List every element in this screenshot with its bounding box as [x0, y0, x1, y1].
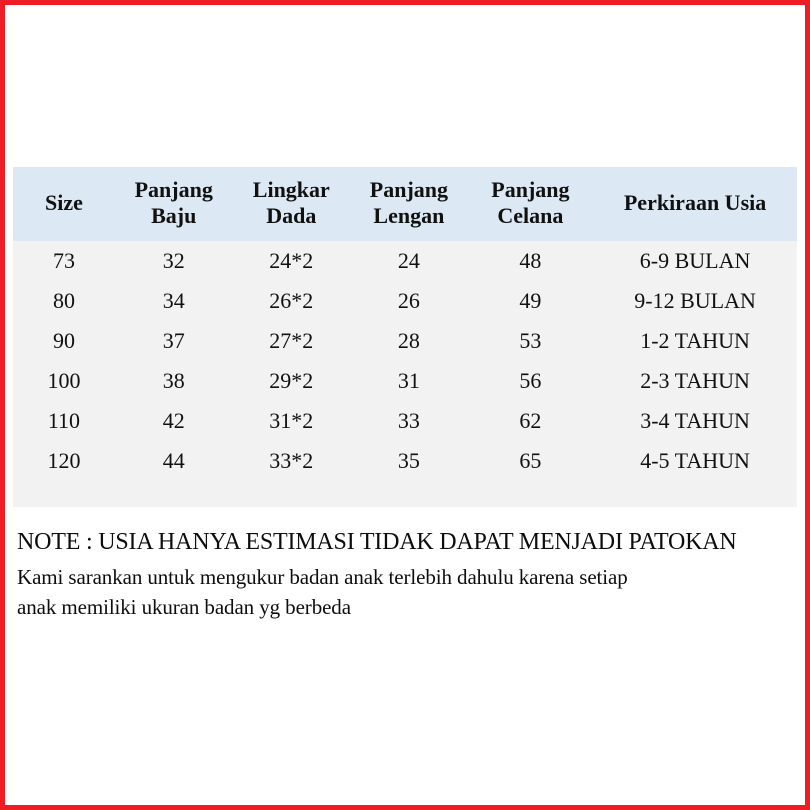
- cell-lingkar-dada: 24*2: [269, 247, 314, 273]
- note-body-line2: anak memiliki ukuran badan yg berbeda: [17, 595, 351, 620]
- cell-lingkar-dada: 27*2: [269, 327, 314, 353]
- column-header-perkiraan-usia-line1: Perkiraan Usia: [623, 189, 767, 215]
- cell-size: 120: [47, 447, 81, 473]
- cell-size: 80: [52, 287, 75, 313]
- cell-panjang-baju: 32: [162, 247, 185, 273]
- table-row: [13, 361, 797, 401]
- cell-panjang-celana: 53: [519, 327, 542, 353]
- column-header-panjang-lengan-line1: Panjang: [369, 177, 449, 202]
- cell-panjang-baju: 42: [162, 407, 185, 433]
- cell-perkiraan-usia: 6-9 BULAN: [639, 247, 751, 273]
- notes-section: [13, 519, 797, 623]
- cell-size: 100: [47, 367, 81, 393]
- table-header: [13, 167, 797, 241]
- cell-perkiraan-usia: 2-3 TAHUN: [640, 367, 750, 393]
- cell-panjang-celana: 49: [519, 287, 542, 313]
- cell-panjang-baju: 37: [162, 327, 185, 353]
- table-row: [13, 281, 797, 321]
- cell-panjang-celana: 48: [519, 247, 542, 273]
- cell-panjang-baju: 44: [162, 447, 185, 473]
- cell-size: 73: [52, 247, 75, 273]
- cell-panjang-lengan: 24: [397, 247, 420, 273]
- column-header-size: [13, 167, 115, 241]
- cell-panjang-baju: 34: [162, 287, 185, 313]
- column-header-panjang-baju-line2: Baju: [151, 202, 197, 228]
- column-header-lingkar-dada: [233, 167, 351, 241]
- column-header-panjang-lengan-line2: Lengan: [373, 202, 445, 228]
- column-header-panjang-celana: [468, 167, 593, 241]
- cell-panjang-baju: 38: [162, 367, 185, 393]
- cell-panjang-celana: 65: [519, 447, 542, 473]
- table-row: [13, 401, 797, 441]
- cell-lingkar-dada: 26*2: [269, 287, 314, 313]
- size-table: [13, 167, 797, 481]
- cell-perkiraan-usia: 4-5 TAHUN: [640, 447, 750, 473]
- note-body-line1: Kami sarankan untuk mengukur badan anak terlebih dahulu karena setiap: [17, 565, 628, 589]
- note-heading: NOTE : USIA HANYA ESTIMASI TIDAK DAPAT MENJADI PATOKAN: [17, 529, 737, 555]
- column-header-panjang-lengan: [350, 167, 468, 241]
- table-body: [13, 241, 797, 481]
- cell-panjang-lengan: 26: [397, 287, 420, 313]
- table-bottom-padding: [13, 481, 797, 507]
- column-header-size-line1: Size: [45, 189, 83, 215]
- cell-panjang-lengan: 31: [397, 367, 420, 393]
- cell-panjang-celana: 56: [519, 367, 542, 393]
- column-header-lingkar-dada-line2: Dada: [266, 202, 317, 228]
- column-header-lingkar-dada-line1: Lingkar: [252, 177, 330, 202]
- note-body: [17, 562, 793, 623]
- cell-lingkar-dada: 31*2: [269, 407, 314, 433]
- column-header-panjang-celana-line2: Celana: [497, 202, 564, 228]
- cell-lingkar-dada: 29*2: [269, 367, 314, 393]
- cell-perkiraan-usia: 1-2 TAHUN: [640, 327, 750, 353]
- column-header-panjang-baju-line1: Panjang: [134, 177, 213, 202]
- cell-lingkar-dada: 33*2: [269, 447, 314, 473]
- table-header-row: [13, 167, 797, 241]
- cell-panjang-lengan: 33: [397, 407, 420, 433]
- table-row: [13, 441, 797, 481]
- cell-size: 110: [47, 407, 81, 433]
- column-header-perkiraan-usia: [593, 167, 797, 241]
- table-row: [13, 321, 797, 361]
- image-canvas: [5, 5, 805, 805]
- cell-perkiraan-usia: 9-12 BULAN: [634, 287, 756, 313]
- size-table-container: [13, 167, 797, 507]
- column-header-panjang-baju: [115, 167, 233, 241]
- table-row: [13, 241, 797, 281]
- column-header-panjang-celana-line1: Panjang: [491, 177, 570, 202]
- cell-size: 90: [52, 327, 75, 353]
- cell-perkiraan-usia: 3-4 TAHUN: [640, 407, 750, 433]
- cell-panjang-lengan: 35: [397, 447, 420, 473]
- cell-panjang-lengan: 28: [397, 327, 420, 353]
- cell-panjang-celana: 62: [519, 407, 542, 433]
